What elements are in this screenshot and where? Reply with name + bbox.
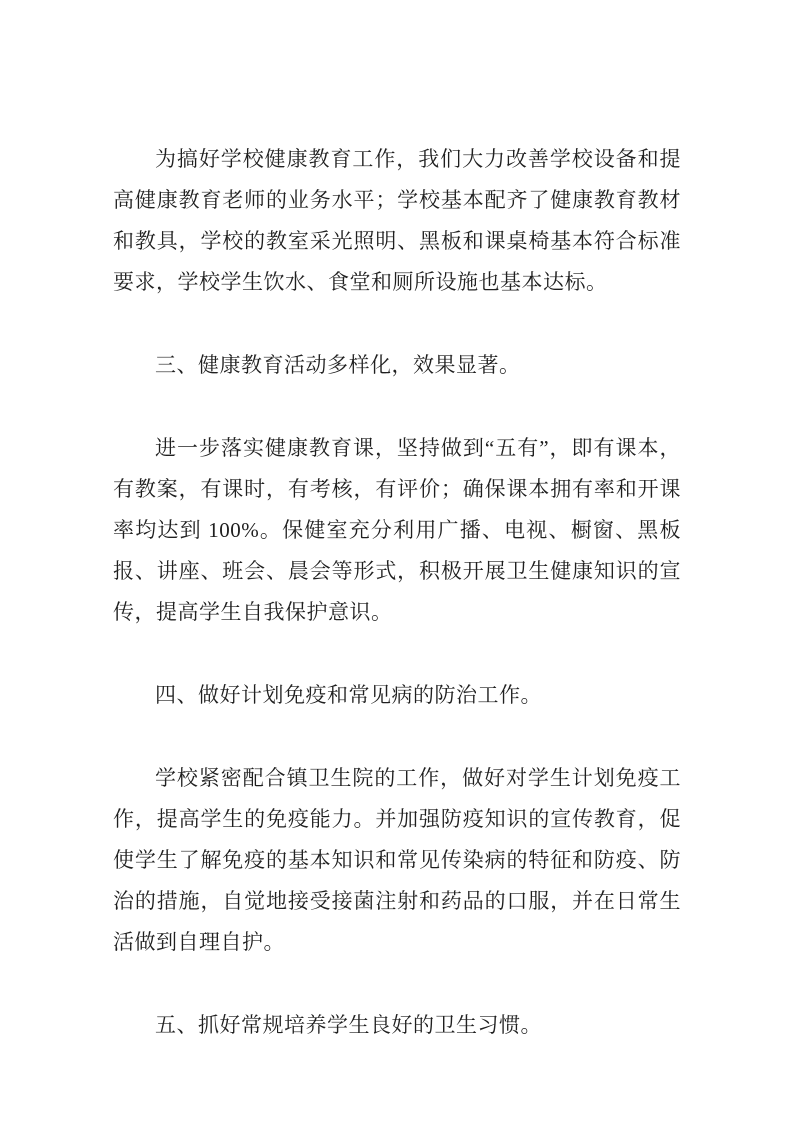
heading-section-three: 三、健康教育活动多样化，效果显著。 <box>155 353 521 377</box>
paragraph-health-education-courses: 进一步落实健康教育课，坚持做到“五有”，即有课本，有教案，有课时，有考核，有评价；确保课本拥有率和开课率均达到 100%。保健室充分利用广播、电视、橱窗、黑板报、讲座、班会、晨会等形式，积极开展卫生健康知识的宣传，提高学生自我保护意识。 <box>113 436 681 624</box>
paragraph-immunization-work: 学校紧密配合镇卫生院的工作，做好对学生计划免疫工作，提高学生的免疫能力。并加强防疫知识的宣传教育，促使学生了解免疫的基本知识和常见传染病的特征和防疫、防治的措施，自觉地接受接菌注射和药品的口服，并在日常生活做到自理自护。 <box>113 766 681 954</box>
heading-section-four: 四、做好计划免疫和常见病的防治工作。 <box>155 683 542 707</box>
paragraph-school-facilities: 为搞好学校健康教育工作，我们大力改善学校设备和提高健康教育老师的业务水平；学校基本配齐了健康教育教材和教具，学校的教室采光照明、黑板和课桌椅基本符合标准要求，学校学生饮水、食堂和厕所设施也基本达标。 <box>113 147 681 294</box>
heading-section-five: 五、抓好常规培养学生良好的卫生习惯。 <box>155 1013 542 1037</box>
